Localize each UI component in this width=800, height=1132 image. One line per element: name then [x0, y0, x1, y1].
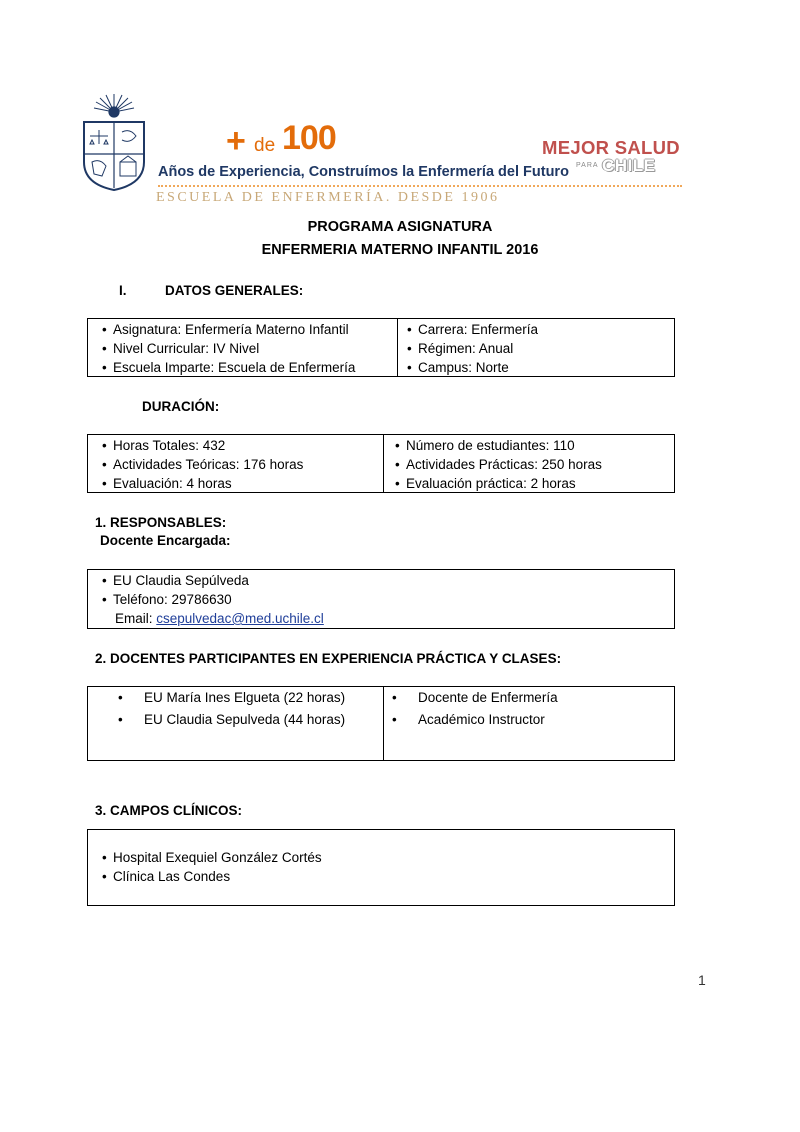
duracion-left-column: [102, 436, 303, 492]
section-heading-duracion: DURACIÓN:: [142, 399, 220, 414]
para-text: PARA: [576, 162, 599, 169]
tagline: Años de Experiencia, Construímos la Enfermería del Futuro: [158, 164, 569, 180]
email-line: Email: csepulvedac@med.uchile.cl: [115, 611, 324, 626]
list-item: • Régimen: Anual: [407, 341, 514, 356]
section-heading-docentes: 2. DOCENTES PARTICIPANTES EN EXPERIENCIA PRÁCTICA Y CLASES:: [95, 651, 562, 666]
duracion-table: [87, 434, 675, 493]
section-heading-campos-clinicos: 3. CAMPOS CLÍNICOS:: [95, 803, 243, 818]
datos-right-column: [397, 319, 674, 376]
letterhead: [78, 92, 678, 210]
datos-left-column: [102, 320, 355, 376]
duracion-right-column: [383, 435, 674, 492]
responsables-table: [87, 569, 675, 629]
list-item: • EU Claudia Sepulveda (44 horas): [118, 712, 346, 727]
subheading-docente-encargada: Docente Encargada:: [100, 533, 231, 548]
campos-content: [102, 848, 322, 905]
docente-name: EU Claudia Sepúlveda: [113, 573, 249, 588]
list-item: • Teléfono: 29786630: [102, 592, 232, 607]
escuela-banner: ESCUELA DE ENFERMERÍA. DESDE 1906: [156, 190, 500, 205]
list-item: • Actividades Prácticas: 250 horas: [395, 457, 602, 472]
datos-generales-table: [87, 318, 675, 377]
list-item: • Asignatura: Enfermería Materno Infantil: [102, 322, 349, 337]
page-number: 1: [698, 972, 706, 988]
list-item: • Docente de Enfermería: [392, 690, 558, 705]
list-item: • Evaluación: 4 horas: [102, 476, 232, 491]
campos-table: [87, 829, 675, 906]
list-item: • Nivel Curricular: IV Nivel: [102, 341, 260, 356]
section-heading-datos-generales: DATOS GENERALES:: [165, 283, 304, 298]
list-item: • EU Claudia Sepúlveda: [102, 573, 249, 588]
university-crest-icon: [78, 92, 150, 192]
dotted-divider: [158, 185, 682, 187]
list-item: • EU María Ines Elgueta (22 horas): [118, 690, 346, 705]
de-text: de: [254, 135, 276, 156]
email-link[interactable]: csepulvedac@med.uchile.cl: [156, 611, 324, 626]
section-heading-responsables: 1. RESPONSABLES:: [95, 515, 227, 530]
list-item: • Carrera: Enfermería: [407, 322, 539, 337]
list-item: • Clínica Las Condes: [102, 869, 231, 884]
hundred-text: 100: [282, 119, 336, 157]
list-item: • Hospital Exequiel González Cortés: [102, 850, 322, 865]
list-item: • Académico Instructor: [392, 712, 545, 727]
section-numeral: I.: [119, 283, 127, 298]
list-item: • Horas Totales: 432: [102, 438, 226, 453]
docentes-right-column: [383, 687, 674, 760]
list-item: • Número de estudiantes: 110: [395, 438, 575, 453]
list-item: • Campus: Norte: [407, 360, 509, 375]
docentes-left-column: [118, 687, 345, 760]
docente-phone: Teléfono: 29786630: [113, 592, 232, 607]
chile-logo-text: CHILE: [602, 156, 656, 175]
list-item: • Evaluación práctica: 2 horas: [395, 476, 576, 491]
responsables-content: [102, 571, 324, 628]
document-subtitle: ENFERMERIA MATERNO INFANTIL 2016: [261, 242, 539, 258]
list-item: • Actividades Teóricas: 176 horas: [102, 457, 304, 472]
list-item: • Escuela Imparte: Escuela de Enfermería: [102, 360, 356, 375]
document-title: PROGRAMA ASIGNATURA: [307, 219, 493, 235]
mejor-salud-logo-text: MEJOR SALUD: [542, 137, 680, 158]
plus-sign: +: [226, 122, 246, 160]
docentes-table: [87, 686, 675, 761]
